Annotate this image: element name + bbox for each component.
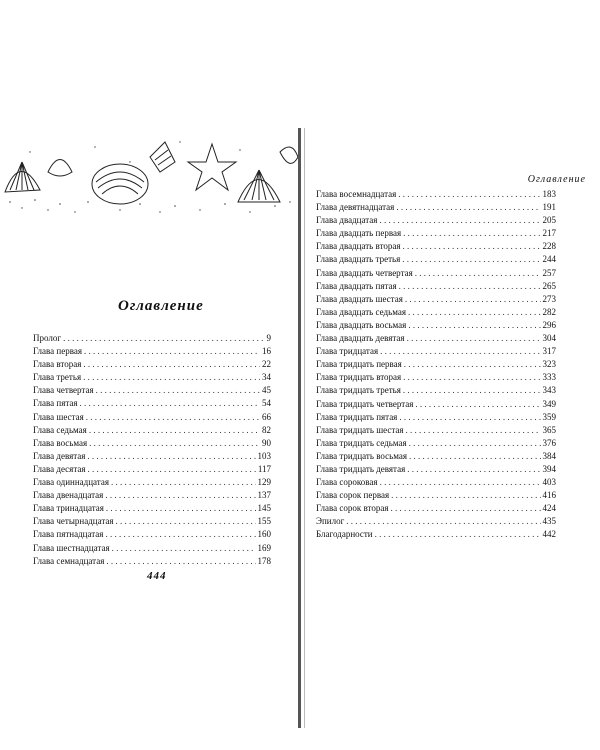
- book-spine-shadow: [298, 128, 301, 728]
- toc-entry-label: Глава тридцать девятая: [316, 463, 406, 474]
- toc-entry-page: 403: [542, 477, 556, 488]
- toc-entry-label: Глава двадцать пятая: [316, 280, 397, 291]
- toc-entry-label: Глава тридцатая: [316, 346, 379, 357]
- toc-entry-page: 343: [542, 385, 556, 396]
- toc-entry-label: Глава десятая: [33, 463, 86, 474]
- toc-entry-label: Глава двенадцатая: [33, 490, 104, 501]
- toc-entry-label: Глава тридцать первая: [316, 359, 402, 370]
- toc-dot-leader: [407, 332, 541, 345]
- toc-entry-label: Глава четырнадцатая: [33, 516, 114, 527]
- toc-entry: [33, 476, 271, 489]
- toc-dot-leader: [409, 450, 541, 463]
- toc-dot-leader: [398, 188, 540, 201]
- left-page: [0, 0, 298, 750]
- toc-entry: [316, 240, 556, 253]
- toc-dot-leader: [409, 437, 541, 450]
- toc-entry-label: Благодарности: [316, 529, 373, 540]
- toc-entry: [316, 319, 556, 332]
- toc-entry: [33, 424, 271, 437]
- toc-dot-leader: [403, 240, 541, 253]
- toc-dot-leader: [86, 411, 260, 424]
- toc-dot-leader: [403, 384, 541, 397]
- toc-entry: [316, 188, 556, 201]
- toc-dot-leader: [83, 358, 260, 371]
- toc-entry-label: Глава двадцать третья: [316, 254, 401, 265]
- toc-entry-label: Глава тридцать пятая: [316, 411, 398, 422]
- toc-dot-leader: [403, 227, 540, 240]
- toc-entry: [33, 358, 271, 371]
- toc-dot-leader: [111, 476, 256, 489]
- toc-entry-label: Глава двадцатая: [316, 215, 378, 226]
- toc-entry: [33, 489, 271, 502]
- toc-entry: [316, 476, 556, 489]
- toc-entry: [316, 201, 556, 214]
- toc-entry-page: 317: [542, 346, 556, 357]
- toc-entry-page: 169: [257, 542, 271, 553]
- toc-entry: [33, 450, 271, 463]
- toc-entry-label: Глава тринадцатая: [33, 503, 104, 514]
- toc-entry: [316, 214, 556, 227]
- toc-list-left: [33, 332, 271, 568]
- toc-entry-label: Глава восемнадцатая: [316, 189, 397, 199]
- toc-entry-page: 296: [542, 319, 556, 330]
- toc-entry-page: 349: [542, 398, 556, 409]
- toc-entry-page: 205: [542, 215, 556, 226]
- toc-entry-label: Глава двадцать первая: [316, 228, 402, 239]
- toc-entry-label: Глава пятнадцатая: [33, 529, 104, 540]
- toc-entry-page: 376: [542, 437, 556, 448]
- toc-entry: [316, 253, 556, 266]
- toc-entry-page: 137: [257, 490, 271, 501]
- toc-entry-page: 435: [542, 516, 556, 527]
- toc-entry: [33, 528, 271, 541]
- toc-entry: [33, 542, 271, 555]
- toc-entry: [316, 227, 556, 240]
- toc-entry: [316, 502, 556, 515]
- toc-entry-label: Глава сорок первая: [316, 490, 390, 501]
- toc-entry-label: Глава тридцать четвертая: [316, 398, 414, 409]
- toc-entry-label: Глава тридцать восьмая: [316, 450, 407, 461]
- toc-entry-page: 82: [262, 424, 271, 435]
- toc-entry-page: 273: [542, 293, 556, 304]
- toc-entry-label: Глава сорок вторая: [316, 503, 389, 514]
- toc-entry-page: 103: [257, 450, 271, 461]
- seashell-banner-illustration: [0, 132, 298, 218]
- toc-entry: [316, 437, 556, 450]
- toc-entry-label: Глава шестнадцатая: [33, 542, 110, 553]
- toc-dot-leader: [112, 542, 256, 555]
- toc-entry-page: 416: [542, 490, 556, 501]
- toc-entry: [33, 502, 271, 515]
- toc-entry-page: 90: [262, 437, 271, 448]
- toc-dot-leader: [105, 528, 255, 541]
- toc-entry-label: Глава седьмая: [33, 424, 87, 435]
- toc-dot-leader: [89, 437, 260, 450]
- toc-dot-leader: [408, 306, 541, 319]
- toc-entry-page: 228: [542, 241, 556, 252]
- toc-entry-page: 22: [262, 359, 271, 370]
- toc-dot-leader: [346, 515, 540, 528]
- toc-dot-leader: [405, 293, 541, 306]
- toc-dot-leader: [63, 332, 264, 345]
- toc-entry-label: Глава пятая: [33, 398, 78, 409]
- toc-entry-label: Глава тридцать шестая: [316, 424, 404, 435]
- toc-dot-leader: [415, 267, 541, 280]
- toc-entry-label: Эпилог: [316, 516, 345, 527]
- toc-entry: [33, 384, 271, 397]
- toc-list-right: [316, 188, 556, 542]
- toc-entry: [316, 345, 556, 358]
- toc-entry-page: 282: [542, 306, 556, 317]
- toc-entry: [33, 515, 271, 528]
- toc-entry: [33, 555, 271, 568]
- toc-entry-page: 244: [542, 254, 556, 265]
- toc-dot-leader: [399, 280, 541, 293]
- toc-entry-page: 217: [542, 228, 556, 239]
- toc-entry: [316, 358, 556, 371]
- toc-entry-page: 155: [257, 516, 271, 527]
- toc-entry: [33, 397, 271, 410]
- toc-dot-leader: [84, 345, 260, 358]
- page-number: 444: [147, 570, 167, 582]
- toc-entry-page: 145: [257, 503, 271, 514]
- toc-entry-label: Глава семнадцатая: [33, 555, 105, 566]
- toc-entry-label: Глава первая: [33, 346, 82, 357]
- toc-entry-page: 160: [257, 529, 271, 540]
- toc-entry: [33, 437, 271, 450]
- toc-entry-label: Глава двадцать четвертая: [316, 267, 413, 278]
- toc-dot-leader: [106, 502, 256, 515]
- toc-entry: [316, 267, 556, 280]
- toc-entry-page: 333: [542, 372, 556, 383]
- toc-entry-label: Глава шестая: [33, 411, 84, 422]
- toc-entry-page: 365: [542, 424, 556, 435]
- right-page: [302, 0, 600, 750]
- toc-entry-page: 304: [542, 333, 556, 344]
- toc-entry: [33, 345, 271, 358]
- toc-dot-leader: [88, 463, 256, 476]
- toc-entry-page: 442: [542, 529, 556, 540]
- toc-entry-label: Глава девятая: [33, 450, 86, 461]
- toc-entry-page: 265: [542, 280, 556, 291]
- toc-entry-page: 183: [542, 189, 556, 199]
- toc-entry: [316, 293, 556, 306]
- toc-dot-leader: [89, 424, 260, 437]
- toc-dot-leader: [87, 450, 255, 463]
- toc-dot-leader: [106, 555, 255, 568]
- toc-entry-label: Глава двадцать шестая: [316, 293, 403, 304]
- toc-entry-label: Глава тридцать седьмая: [316, 437, 407, 448]
- toc-entry-page: 45: [262, 385, 271, 396]
- toc-dot-leader: [380, 476, 541, 489]
- toc-entry: [316, 424, 556, 437]
- toc-entry: [33, 411, 271, 424]
- toc-entry-label: Глава сороковая: [316, 477, 378, 488]
- toc-entry-page: 191: [542, 202, 556, 213]
- toc-dot-leader: [391, 489, 540, 502]
- toc-dot-leader: [415, 398, 540, 411]
- toc-entry: [316, 411, 556, 424]
- toc-dot-leader: [379, 214, 540, 227]
- toc-dot-leader: [390, 502, 540, 515]
- toc-entry-label: Пролог: [33, 333, 62, 343]
- toc-dot-leader: [375, 528, 541, 541]
- toc-entry: [316, 384, 556, 397]
- toc-dot-leader: [80, 397, 260, 410]
- toc-entry: [316, 280, 556, 293]
- toc-entry-label: Глава третья: [33, 372, 82, 383]
- toc-entry-label: Глава одиннадцатая: [33, 477, 109, 488]
- toc-entry: [316, 528, 556, 541]
- toc-dot-leader: [380, 345, 540, 358]
- toc-entry-page: 323: [542, 359, 556, 370]
- toc-entry-page: 9: [266, 333, 271, 343]
- toc-dot-leader: [403, 371, 540, 384]
- toc-entry-page: 384: [542, 450, 556, 461]
- toc-entry: [33, 463, 271, 476]
- toc-entry: [316, 450, 556, 463]
- toc-entry-page: 54: [262, 398, 271, 409]
- toc-entry: [316, 489, 556, 502]
- toc-dot-leader: [105, 489, 255, 502]
- toc-entry-label: Глава четвертая: [33, 385, 94, 396]
- toc-dot-leader: [402, 253, 540, 266]
- toc-dot-leader: [404, 358, 541, 371]
- toc-dot-leader: [116, 515, 256, 528]
- toc-entry-page: 257: [542, 267, 556, 278]
- toc-entry-page: 359: [542, 411, 556, 422]
- toc-dot-leader: [407, 463, 540, 476]
- toc-entry: [316, 371, 556, 384]
- toc-dot-leader: [408, 319, 540, 332]
- toc-dot-leader: [396, 201, 540, 214]
- toc-entry: [316, 306, 556, 319]
- toc-entry-page: 424: [542, 503, 556, 514]
- toc-entry-label: Глава двадцать вторая: [316, 241, 401, 252]
- toc-entry-label: Глава двадцать седьмая: [316, 306, 406, 317]
- toc-entry-label: Глава двадцать восьмая: [316, 319, 407, 330]
- toc-entry-label: Глава восьмая: [33, 437, 88, 448]
- toc-entry-page: 129: [257, 477, 271, 488]
- toc-entry-label: Глава вторая: [33, 359, 82, 370]
- toc-entry-page: 178: [257, 555, 271, 566]
- toc-dot-leader: [83, 371, 260, 384]
- toc-dot-leader: [399, 411, 540, 424]
- toc-entry: [316, 332, 556, 345]
- running-head: Оглавление: [527, 174, 586, 185]
- toc-entry: [33, 332, 271, 345]
- toc-entry-page: 66: [262, 411, 271, 422]
- toc-entry: [316, 463, 556, 476]
- toc-entry: [316, 515, 556, 528]
- toc-entry-page: 34: [262, 372, 271, 383]
- toc-entry: [33, 371, 271, 384]
- toc-entry-page: 394: [542, 463, 556, 474]
- toc-entry-label: Глава двадцать девятая: [316, 333, 405, 344]
- toc-entry-page: 16: [262, 346, 271, 357]
- toc-dot-leader: [406, 424, 541, 437]
- toc-entry-label: Глава тридцать вторая: [316, 372, 402, 383]
- toc-entry-label: Глава девятнадцатая: [316, 202, 395, 213]
- toc-entry-page: 117: [257, 463, 271, 474]
- toc-dot-leader: [96, 384, 260, 397]
- page-title: Оглавление: [118, 298, 204, 314]
- toc-entry-label: Глава тридцать третья: [316, 385, 401, 396]
- toc-entry: [316, 398, 556, 411]
